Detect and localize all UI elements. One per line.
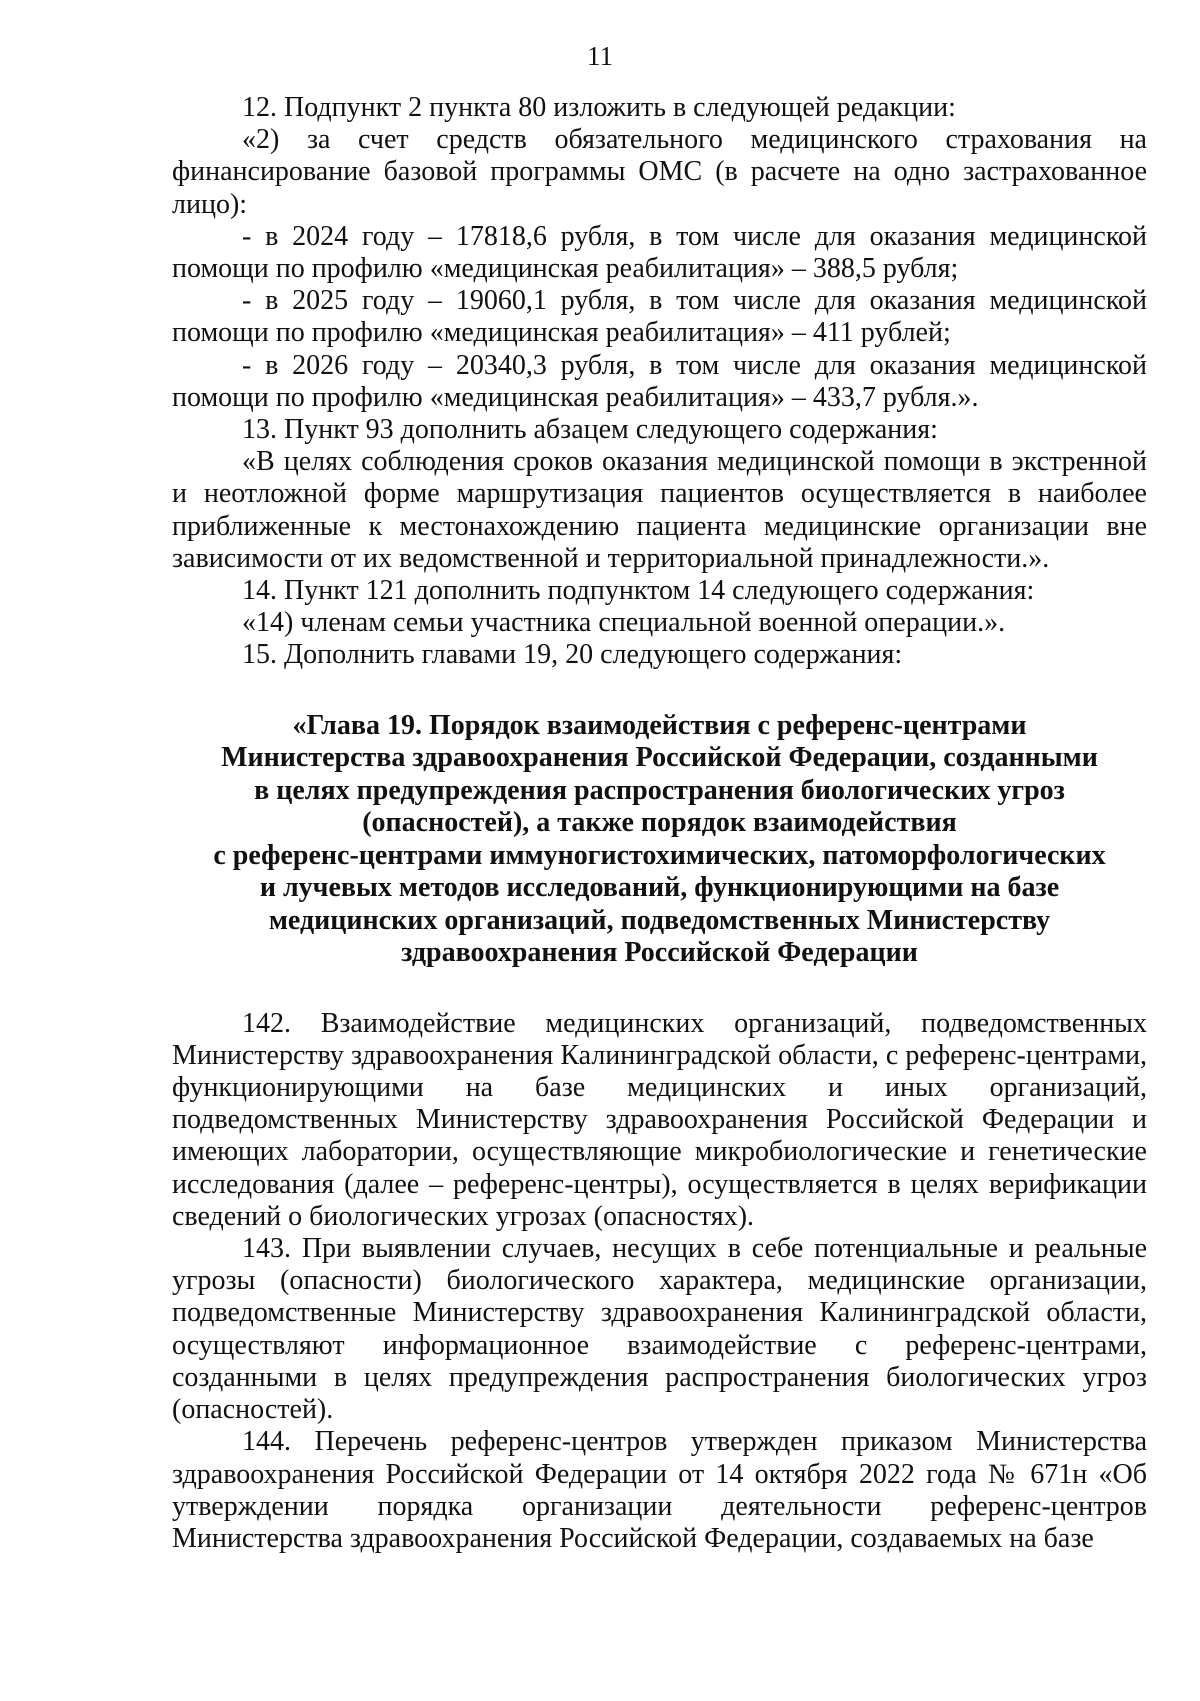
heading-line: «Глава 19. Порядок взаимодействия с референс-центрами (292, 709, 1027, 741)
paragraph-12: 12. Подпункт 2 пункта 80 изложить в следующей редакции: (242, 92, 956, 123)
heading-line: медицинских организаций, подведомственных Министерству (268, 904, 1051, 936)
paragraph-2025-amount: - в 2025 году – 19060,1 рубля, в том числе для оказания медицинской помощи по профилю «медицинская реабилитация» – 411 рублей; (172, 285, 1147, 349)
paragraph-143: 143. При выявлении случаев, несущих в себе потенциальные и реальные угрозы (опасности) биологического характера, медицинские организации, подведомственные Министерству здравоохранения Калининградской области, осуществляют информационное взаимодействие с референс-центрами, созданными в целях предупреждения распространения биологических угроз (опасностей). (172, 1233, 1147, 1426)
heading-line: в целях предупреждения распространения биологических угроз (254, 774, 1065, 806)
paragraph-2026-amount: - в 2026 году – 20340,3 рубля, в том числе для оказания медицинской помощи по профилю «медицинская реабилитация» – 433,7 рубля.». (172, 349, 1147, 413)
document-body (172, 92, 1147, 1555)
paragraph-14-text: «14) членам семьи участника специальной военной операции.». (242, 607, 1006, 639)
heading-line: Министерства здравоохранения Российской Федерации, созданными (221, 742, 1098, 774)
paragraph-14: 14. Пункт 121 дополнить подпунктом 14 следующего содержания: (242, 575, 1035, 607)
heading-line: с референс-центрами иммуногистохимических, патоморфологических (213, 839, 1106, 871)
paragraph-12-subitem-2: «2) за счет средств обязательного медицинского страхования на финансирование базовой программы ОМС (в расчете на одно застрахованное лицо): (172, 124, 1147, 220)
paragraph-144: 144. Перечень референс-центров утвержден приказом Министерства здравоохранения Российской Федерации от 14 октября 2022 года № 671н «Об утверждении порядка организации деятельности референс-центров Министерства здравоохранения Российской Федерации, создаваемых на базе (172, 1426, 1147, 1554)
paragraph-142: 142. Взаимодействие медицинских организаций, подведомственных Министерству здравоохранения Калининградской области, с референс-центрами, функционирующими на базе медицинских и иных организаций, подведомственных Министерству здравоохранения Российской Федерации и имеющих лаборатории, осуществляющие микробиологические и генетические исследования (далее – референс-центры), осуществляется в целях верификации сведений о биологических угрозах (опасностях). (172, 1007, 1147, 1232)
heading-line: и лучевых методов исследований, функционирующими на базе (259, 872, 1060, 904)
page-number: 11 (587, 41, 613, 71)
paragraph-13-text: «В целях соблюдения сроков оказания медицинской помощи в экстренной и неотложной форме маршрутизация пациентов осуществляется в наиболее приближенные к местонахождению пациента медицинские организации вне зависимости от их ведомственной и территориальной принадлежности.». (172, 446, 1147, 574)
chapter-19-heading (172, 710, 1147, 970)
heading-line: (опасностей), а также порядок взаимодействия (362, 807, 957, 839)
paragraph-13: 13. Пункт 93 дополнить абзацем следующего содержания: (242, 414, 938, 446)
paragraph-2024-amount: - в 2024 году – 17818,6 рубля, в том числе для оказания медицинской помощи по профилю «медицинская реабилитация» – 388,5 рубля; (172, 220, 1147, 285)
paragraph-15: 15. Дополнить главами 19, 20 следующего содержания: (242, 639, 903, 671)
heading-line: здравоохранения Российской Федерации (401, 937, 918, 969)
